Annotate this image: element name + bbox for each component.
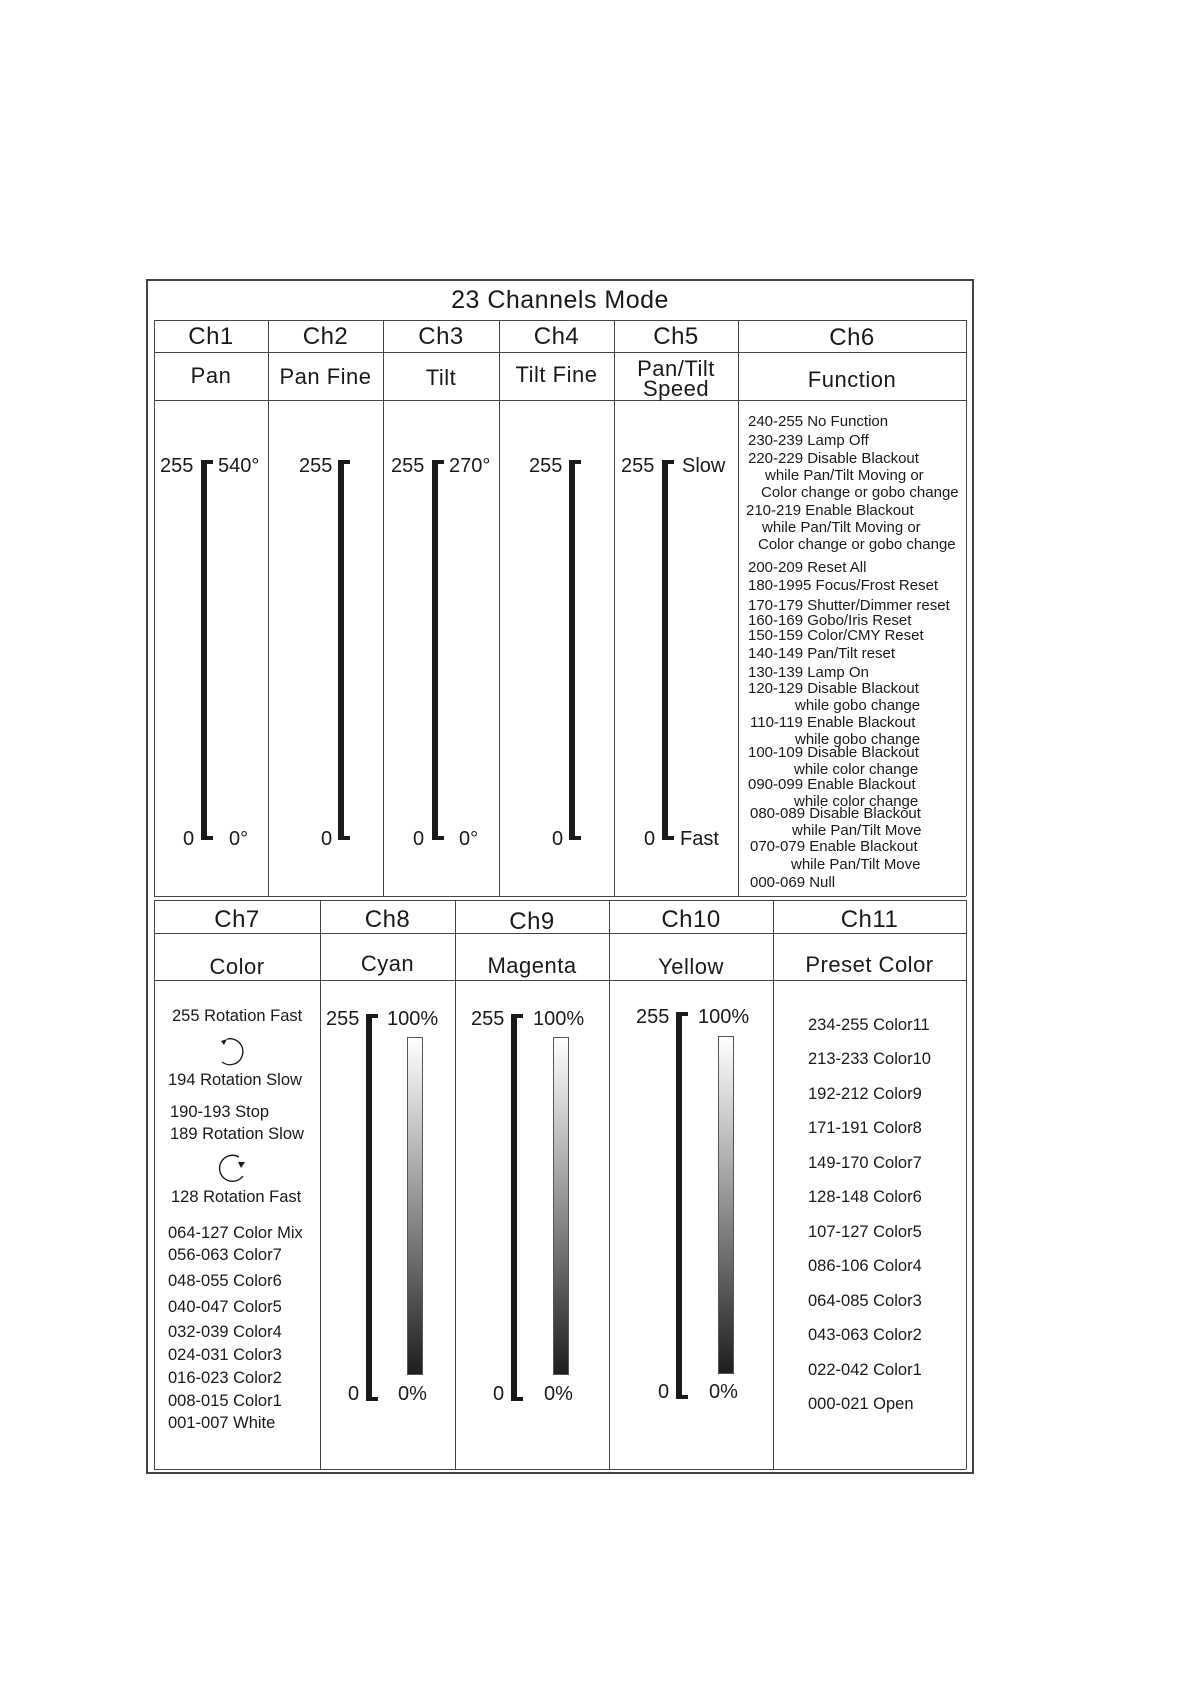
ch11-line: 234-255 Color11 bbox=[808, 1016, 930, 1034]
divider bbox=[154, 352, 966, 353]
function-ch4: Tilt Fine bbox=[515, 362, 598, 387]
header-ch4: Ch4 bbox=[533, 323, 580, 350]
function-ch8: Cyan bbox=[360, 951, 415, 976]
ch6-line: 130-139 Lamp On bbox=[748, 664, 869, 681]
ch11-line: 022-042 Color1 bbox=[808, 1361, 922, 1379]
ch3-scale-tick bbox=[432, 836, 444, 840]
ch6-line: 210-219 Enable Blackout bbox=[746, 502, 914, 519]
divider bbox=[383, 320, 384, 896]
ch2-top-value: 255 bbox=[299, 455, 333, 477]
divider bbox=[154, 320, 966, 321]
ch9-intensity-gradient bbox=[553, 1037, 569, 1375]
ch6-line: while gobo change bbox=[795, 697, 921, 714]
ch1-bottom-desc: 0° bbox=[229, 828, 249, 850]
ch8-scale-bar bbox=[366, 1014, 372, 1401]
ch2-scale-tick bbox=[338, 836, 350, 840]
ch6-line: 000-069 Null bbox=[750, 874, 836, 891]
ch9-bottom-value: 0 bbox=[493, 1383, 505, 1405]
divider bbox=[154, 980, 966, 981]
ch8-scale-tick bbox=[366, 1397, 378, 1401]
ch7-line: 190-193 Stop bbox=[170, 1103, 270, 1121]
ch7-line: 189 Rotation Slow bbox=[170, 1125, 304, 1143]
ch4-scale-tick bbox=[569, 460, 581, 464]
divider bbox=[154, 400, 966, 401]
ch9-scale-bar bbox=[511, 1014, 517, 1401]
ch10-scale-tick bbox=[676, 1395, 688, 1399]
ch6-line: 090-099 Enable Blackout bbox=[748, 776, 916, 793]
divider bbox=[966, 900, 967, 1469]
ch6-line: 140-149 Pan/Tilt reset bbox=[748, 645, 896, 662]
ch2-bottom-value: 0 bbox=[321, 828, 333, 850]
ch10-top-desc: 100% bbox=[698, 1006, 750, 1028]
ch6-line: 110-119 Enable Blackout bbox=[750, 714, 916, 731]
ch6-line: while Pan/Tilt Moving or bbox=[765, 467, 924, 484]
ch1-top-desc: 540° bbox=[218, 455, 260, 477]
divider bbox=[154, 900, 155, 1469]
ch7-line: 016-023 Color2 bbox=[168, 1369, 282, 1387]
ch5-bottom-value: 0 bbox=[644, 828, 656, 850]
ch7-line: 040-047 Color5 bbox=[168, 1298, 282, 1316]
table-title: 23 Channels Mode bbox=[451, 286, 669, 314]
function-ch1: Pan bbox=[190, 363, 232, 388]
ch5-scale-tick bbox=[662, 836, 674, 840]
ch3-scale-bar bbox=[432, 460, 438, 840]
ch4-top-value: 255 bbox=[529, 455, 563, 477]
ch6-line: 220-229 Disable Blackout bbox=[748, 450, 919, 467]
ch2-scale-tick bbox=[338, 460, 350, 464]
ch6-line: 120-129 Disable Blackout bbox=[748, 680, 919, 697]
ch11-line: 086-106 Color4 bbox=[808, 1257, 922, 1275]
ch4-bottom-value: 0 bbox=[552, 828, 564, 850]
ch5-top-desc: Slow bbox=[682, 455, 726, 477]
divider bbox=[154, 1469, 966, 1470]
ch6-line: 160-169 Gobo/Iris Reset bbox=[748, 612, 912, 629]
ch9-top-value: 255 bbox=[471, 1008, 505, 1030]
ch1-scale-tick bbox=[201, 460, 213, 464]
header-ch6: Ch6 bbox=[829, 324, 875, 351]
ch5-top-value: 255 bbox=[621, 455, 655, 477]
ch3-top-desc: 270° bbox=[449, 455, 491, 477]
ch3-top-value: 255 bbox=[391, 455, 425, 477]
ch11-line: 192-212 Color9 bbox=[808, 1085, 922, 1103]
ch1-top-value: 255 bbox=[160, 455, 194, 477]
ch11-line: 213-233 Color10 bbox=[808, 1050, 931, 1068]
ch7-line: 128 Rotation Fast bbox=[171, 1188, 302, 1206]
ch5-scale-bar bbox=[662, 460, 668, 840]
rotate-ccw-icon bbox=[213, 1034, 251, 1068]
ch8-bottom-value: 0 bbox=[348, 1383, 360, 1405]
ch1-scale-bar bbox=[201, 460, 207, 840]
ch8-top-value: 255 bbox=[326, 1008, 360, 1030]
ch6-line: while Pan/Tilt Move bbox=[791, 856, 921, 873]
ch1-scale-tick bbox=[201, 836, 213, 840]
divider bbox=[320, 900, 321, 1469]
ch8-bottom-desc: 0% bbox=[398, 1383, 427, 1405]
ch7-line: 024-031 Color3 bbox=[168, 1346, 282, 1364]
ch6-line: while gobo change bbox=[795, 731, 921, 748]
divider bbox=[154, 896, 966, 897]
header-ch5: Ch5 bbox=[653, 323, 699, 350]
ch11-line: 000-021 Open bbox=[808, 1395, 914, 1413]
ch3-bottom-value: 0 bbox=[413, 828, 425, 850]
ch6-line: 200-209 Reset All bbox=[748, 559, 867, 576]
ch6-line: 070-079 Enable Blackout bbox=[750, 838, 918, 855]
ch7-line: 048-055 Color6 bbox=[168, 1272, 282, 1290]
ch8-top-desc: 100% bbox=[387, 1008, 439, 1030]
ch6-line: 100-109 Disable Blackout bbox=[748, 744, 919, 761]
function-ch6: Function bbox=[807, 367, 897, 392]
function-ch5: Pan/Tilt bbox=[637, 356, 715, 381]
function-ch2: Pan Fine bbox=[279, 364, 372, 389]
ch6-line: Color change or gobo change bbox=[761, 484, 959, 501]
ch8-scale-tick bbox=[366, 1014, 378, 1018]
divider bbox=[773, 900, 774, 1469]
ch2-scale-bar bbox=[338, 460, 344, 840]
divider bbox=[455, 900, 456, 1469]
ch7-line: 056-063 Color7 bbox=[168, 1246, 282, 1264]
ch6-line: 150-159 Color/CMY Reset bbox=[748, 627, 924, 644]
divider bbox=[966, 320, 967, 896]
ch3-bottom-desc: 0° bbox=[459, 828, 479, 850]
ch9-bottom-desc: 0% bbox=[544, 1383, 573, 1405]
divider bbox=[738, 320, 739, 896]
ch9-scale-tick bbox=[511, 1397, 523, 1401]
ch11-line: 043-063 Color2 bbox=[808, 1326, 922, 1344]
ch4-scale-tick bbox=[569, 836, 581, 840]
ch10-intensity-gradient bbox=[718, 1036, 734, 1374]
ch6-line: while Pan/Tilt Move bbox=[792, 822, 922, 839]
ch10-bottom-value: 0 bbox=[658, 1381, 670, 1403]
function-ch5-sub: Speed bbox=[642, 376, 710, 401]
header-ch9: Ch9 bbox=[509, 908, 555, 935]
divider bbox=[154, 900, 966, 901]
ch6-line: while Pan/Tilt Moving or bbox=[762, 519, 921, 536]
ch8-intensity-gradient bbox=[407, 1037, 423, 1375]
ch10-top-value: 255 bbox=[636, 1006, 670, 1028]
ch6-line: 080-089 Disable Blackout bbox=[750, 805, 921, 822]
ch6-line: while color change bbox=[794, 761, 919, 778]
ch11-line: 128-148 Color6 bbox=[808, 1188, 922, 1206]
ch6-line: 240-255 No Function bbox=[748, 413, 889, 430]
divider bbox=[154, 320, 155, 896]
ch1-bottom-value: 0 bbox=[183, 828, 195, 850]
ch7-line: 255 Rotation Fast bbox=[172, 1007, 303, 1025]
ch9-top-desc: 100% bbox=[533, 1008, 585, 1030]
ch9-scale-tick bbox=[511, 1014, 523, 1018]
divider bbox=[609, 900, 610, 1469]
ch6-line: 180-1995 Focus/Frost Reset bbox=[748, 577, 939, 594]
header-ch10: Ch10 bbox=[661, 906, 721, 933]
header-ch1: Ch1 bbox=[188, 323, 234, 350]
ch6-line: while color change bbox=[794, 793, 919, 810]
ch6-line: 170-179 Shutter/Dimmer reset bbox=[748, 597, 950, 614]
header-ch11: Ch11 bbox=[840, 906, 899, 933]
ch11-line: 064-085 Color3 bbox=[808, 1292, 922, 1310]
ch6-line: 230-239 Lamp Off bbox=[748, 432, 869, 449]
function-ch3: Tilt bbox=[425, 365, 457, 390]
header-ch8: Ch8 bbox=[364, 906, 411, 933]
function-ch7: Color bbox=[209, 954, 265, 979]
divider bbox=[614, 320, 615, 896]
ch10-scale-bar bbox=[676, 1012, 682, 1399]
ch7-line: 194 Rotation Slow bbox=[168, 1071, 302, 1089]
divider bbox=[268, 320, 269, 896]
ch5-scale-tick bbox=[662, 460, 674, 464]
header-ch3: Ch3 bbox=[418, 323, 464, 350]
ch7-line: 001-007 White bbox=[168, 1414, 276, 1432]
ch11-line: 149-170 Color7 bbox=[808, 1154, 922, 1172]
rotate-cw-icon bbox=[214, 1150, 252, 1184]
header-ch7: Ch7 bbox=[214, 906, 260, 933]
ch10-bottom-desc: 0% bbox=[709, 1381, 738, 1403]
function-ch10: Yellow bbox=[658, 954, 724, 979]
function-ch11: Preset Color bbox=[805, 952, 934, 977]
divider bbox=[499, 320, 500, 896]
ch11-line: 107-127 Color5 bbox=[808, 1223, 922, 1241]
ch11-line: 171-191 Color8 bbox=[808, 1119, 922, 1137]
ch7-line: 008-015 Color1 bbox=[168, 1392, 282, 1410]
ch5-bottom-desc: Fast bbox=[680, 828, 719, 850]
ch10-scale-tick bbox=[676, 1012, 688, 1016]
function-ch9: Magenta bbox=[487, 953, 577, 978]
ch7-line: 064-127 Color Mix bbox=[168, 1224, 303, 1242]
header-ch2: Ch2 bbox=[302, 323, 349, 350]
ch7-line: 032-039 Color4 bbox=[168, 1323, 282, 1341]
ch6-line: Color change or gobo change bbox=[758, 536, 956, 553]
ch3-scale-tick bbox=[432, 460, 444, 464]
ch4-scale-bar bbox=[569, 460, 575, 840]
